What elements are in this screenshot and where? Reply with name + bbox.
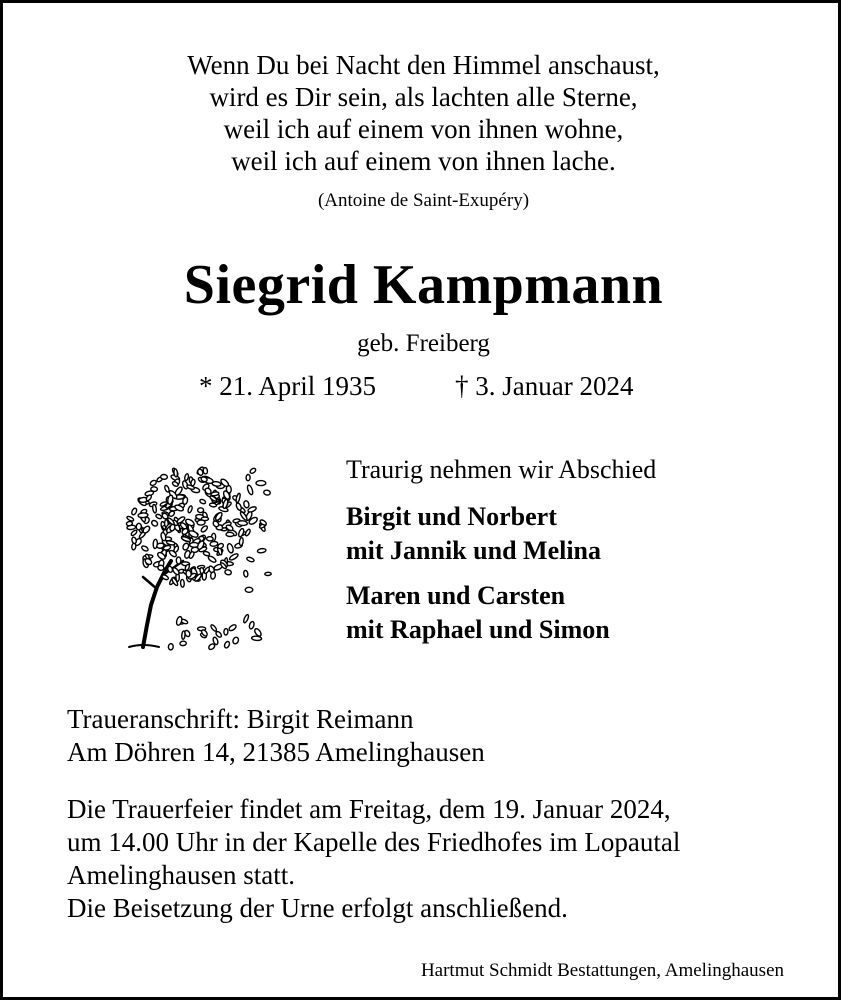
mourner-line: Maren und Carsten [346,581,566,610]
birth-date: * 21. April 1935 [199,371,377,401]
service-line: um 14.00 Uhr in der Kapelle des Friedhofes im Lopautal [67,827,681,857]
mourner-line: mit Jannik und Melina [346,536,602,565]
poem-line: Wenn Du bei Nacht den Himmel anschaust, [187,50,660,80]
mourner-group [346,579,610,647]
maiden-name: geb. Freiberg [357,330,490,357]
address-line: Traueranschrift: Birgit Reimann [67,704,414,734]
poem-line: weil ich auf einem von ihnen lache. [231,146,616,176]
mourning-address [67,703,485,769]
windblown-tree-icon [99,449,279,653]
address-line: Am Döhren 14, 21385 Amelinghausen [67,737,485,767]
mourner-line: Birgit und Norbert [346,502,557,531]
farewell-intro: Traurig nehmen wir Abschied [346,455,657,484]
mourner-group [346,500,601,568]
mourner-line: mit Raphael und Simon [346,615,610,644]
deceased-name: Siegrid Kampmann [183,254,664,316]
service-line: Die Beisetzung der Urne erfolgt anschließend. [67,893,568,923]
service-details [67,793,680,925]
poem [3,49,841,177]
funeral-home: Hartmut Schmidt Bestattungen, Amelinghausen [420,960,784,981]
poem-line: weil ich auf einem von ihnen wohne, [223,114,624,144]
death-date: † 3. Januar 2024 [455,371,634,401]
poem-author: (Antoine de Saint-Exupéry) [317,190,530,211]
service-line: Amelinghausen statt. [67,860,295,890]
service-line: Die Trauerfeier findet am Freitag, dem 19. Januar 2024, [67,794,671,824]
poem-line: wird es Dir sein, als lachten alle Sterne, [209,82,638,112]
